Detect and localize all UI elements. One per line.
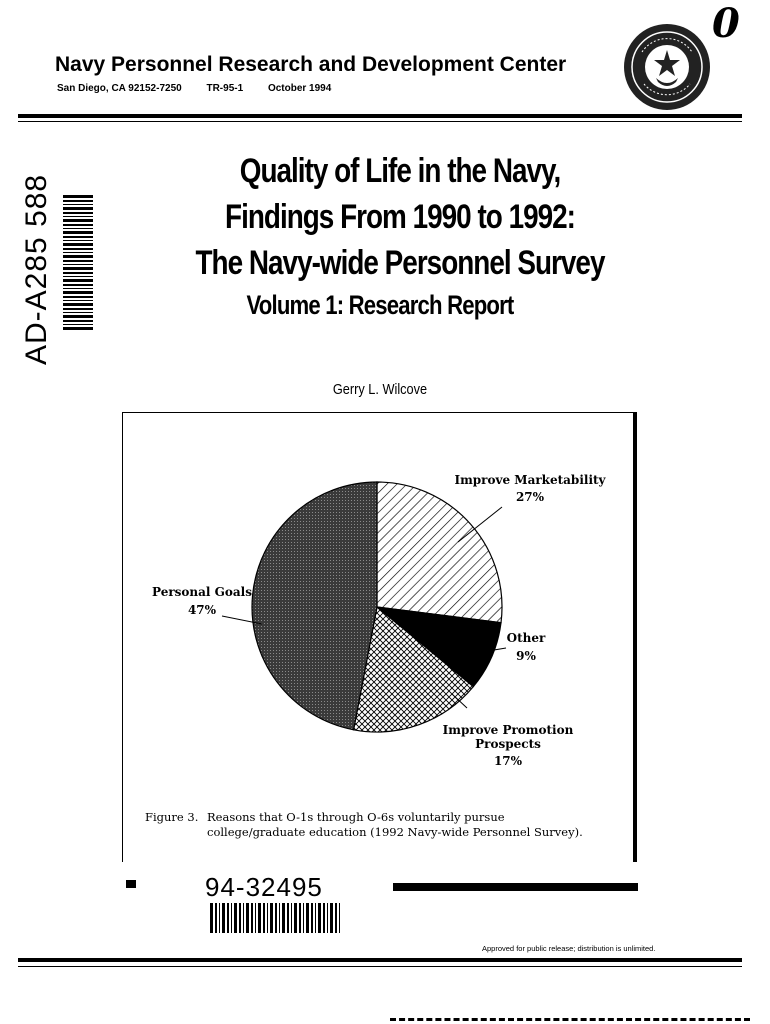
label-promotion — [443, 694, 574, 768]
barcode-bar — [291, 903, 292, 933]
barcode-bar — [63, 195, 93, 198]
document-number: 94-32495 — [205, 872, 323, 902]
slice-value-promotion: 17% — [493, 754, 523, 768]
footer-rule-thin — [18, 966, 742, 967]
barcode-bar — [63, 291, 93, 294]
barcode-bar — [339, 903, 340, 933]
location: San Diego, CA 92152-7250 — [57, 83, 182, 94]
barcode-bar — [279, 903, 280, 933]
barcode-bar — [287, 903, 289, 933]
report-title — [187, 148, 613, 286]
slice-label-promotion-1: Improve Promotion — [442, 723, 574, 737]
label-personal — [152, 585, 262, 624]
header-rule — [18, 114, 742, 118]
slice-value-other: 9% — [516, 649, 536, 663]
pie-slice-personal-goals — [252, 482, 377, 730]
barcode-bar — [231, 903, 232, 933]
title-line-3: The Navy-wide Personnel Survey — [195, 244, 605, 282]
slice-label-marketability: Improve Marketability — [454, 473, 606, 487]
barcode-bar — [63, 296, 93, 298]
barcode-bar — [63, 255, 93, 258]
leader-line — [494, 648, 506, 650]
barcode-bar — [63, 224, 93, 226]
figure-number: Figure 3. — [145, 810, 199, 824]
report-meta — [57, 83, 353, 94]
barcode-bar — [63, 200, 93, 202]
barcode-bar — [63, 312, 93, 313]
barcode-bar — [299, 903, 301, 933]
barcode-bar — [215, 903, 217, 933]
barcode-bar — [270, 903, 273, 933]
barcode-bar — [63, 279, 93, 282]
navy-seal-icon — [622, 22, 712, 112]
title-line-1: Quality of Life in the Navy, — [239, 152, 561, 190]
barcode-bar — [318, 903, 321, 933]
accession-number — [20, 150, 60, 365]
bar-mark-left — [126, 880, 136, 888]
figure-caption — [145, 810, 625, 840]
report-subtitle: Volume 1: Research Report — [246, 290, 514, 320]
barcode-bar — [227, 903, 229, 933]
accession-number-text: AD-A285 588 — [20, 173, 53, 365]
barcode-bar — [63, 324, 93, 325]
barcode-bar — [246, 903, 249, 933]
header-rule-thin — [18, 121, 742, 122]
barcode-bar — [255, 903, 256, 933]
barcode-bar — [63, 231, 93, 234]
author: Gerry L. Wilcove — [332, 381, 428, 398]
barcode-bar — [63, 300, 93, 301]
barcode-bar — [306, 903, 309, 933]
barcode-bar — [63, 207, 93, 210]
barcode-bar — [303, 903, 304, 933]
caption-line-1: Reasons that O-1s through O-6s voluntarily pursue — [207, 810, 505, 824]
label-other — [494, 631, 546, 663]
handwritten-mark: 0 — [712, 0, 740, 47]
report-number: TR-95-1 — [206, 83, 244, 94]
slice-label-personal: Personal Goals — [152, 585, 252, 599]
barcode-bar — [323, 903, 325, 933]
pie-slice-improve-marketability — [377, 482, 502, 623]
pie-chart — [122, 412, 637, 812]
barcode-bar — [63, 243, 93, 246]
footer-dashed-rule — [390, 1018, 750, 1021]
barcode-bar — [63, 248, 93, 250]
barcode-bar — [267, 903, 268, 933]
title-line-2: Findings From 1990 to 1992: — [225, 198, 575, 236]
barcode-bar — [234, 903, 237, 933]
slice-value-marketability: 27% — [515, 490, 545, 504]
barcode-bar — [63, 219, 93, 222]
barcode-bar — [63, 204, 93, 205]
barcode-bar — [251, 903, 253, 933]
slice-label-other: Other — [506, 631, 546, 645]
barcode-bar — [63, 276, 93, 277]
barcode-bar — [222, 903, 225, 933]
report-date: October 1994 — [267, 83, 332, 94]
barcode-bar — [263, 903, 265, 933]
barcode-bar — [63, 267, 93, 270]
barcode-bar — [63, 327, 93, 330]
barcode-bar — [219, 903, 220, 933]
barcode-bar — [63, 236, 93, 238]
barcode-bar — [63, 284, 93, 286]
organization-name: Navy Personnel Research and Development Center — [55, 53, 567, 76]
footer-rule — [18, 958, 742, 962]
barcode-bar — [311, 903, 313, 933]
barcode-bar — [282, 903, 285, 933]
barcode-bar — [63, 228, 93, 229]
release-statement: Approved for public release; distribution is unlimited. — [482, 944, 656, 953]
barcode-bar — [210, 903, 213, 933]
barcode-bar — [63, 212, 93, 214]
barcode-bar — [243, 903, 244, 933]
bottom-barcode-icon — [210, 903, 340, 933]
barcode-bar — [63, 216, 93, 217]
barcode-bar — [63, 308, 93, 310]
barcode-bar — [63, 315, 93, 318]
barcode-bar — [239, 903, 241, 933]
barcode-bar — [63, 252, 93, 253]
barcode-bar — [63, 272, 93, 274]
barcode-bar — [63, 288, 93, 289]
barcode-bar — [63, 303, 93, 306]
barcode-bar — [63, 240, 93, 241]
barcode-bar — [258, 903, 261, 933]
barcode-bar — [63, 264, 93, 265]
barcode-bar — [275, 903, 277, 933]
slice-label-promotion-2: Prospects — [475, 737, 541, 751]
barcode-bar — [315, 903, 316, 933]
side-barcode-icon — [63, 195, 93, 330]
barcode-bar — [294, 903, 297, 933]
barcode-bar — [335, 903, 337, 933]
barcode-bar — [330, 903, 333, 933]
barcode-bar — [327, 903, 328, 933]
bar-mark-right — [393, 883, 638, 891]
barcode-bar — [63, 260, 93, 262]
slice-value-personal: 47% — [187, 603, 217, 617]
barcode-bar — [63, 320, 93, 322]
caption-line-2: college/graduate education (1992 Navy-wide Personnel Survey). — [207, 825, 583, 839]
